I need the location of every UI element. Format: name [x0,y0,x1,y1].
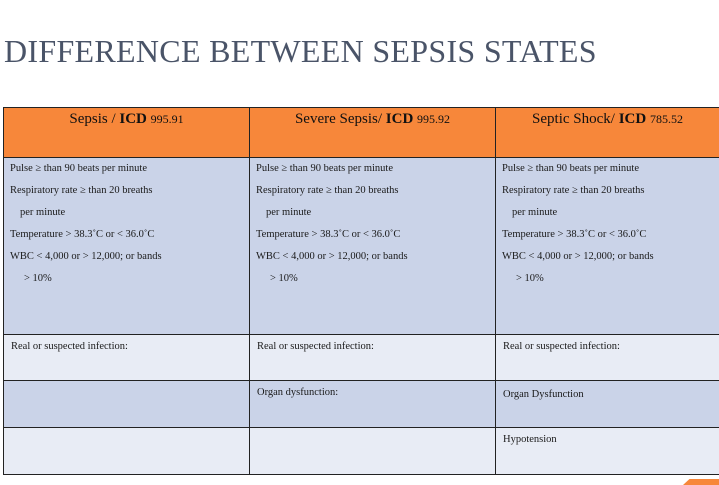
corner-accent [683,479,719,485]
criteria-line: > 10% [270,273,298,284]
hypotension-cell-severe-sepsis [250,428,496,475]
hypotension-cell-sepsis [4,428,250,475]
infection-row [4,335,719,381]
header-sepsis-code: 995.91 [150,112,184,126]
organ-cell-severe-sepsis [250,381,496,428]
criteria-line: Pulse ≥ than 90 beats per minute [10,163,147,174]
organ-text: Organ dysfunction: [257,387,339,398]
organ-row [4,381,719,428]
criteria-line: Pulse ≥ than 90 beats per minute [256,163,393,174]
header-sepsis-name: Sepsis / [69,111,120,127]
header-severe-sepsis-code: 995.92 [417,112,451,126]
hypotension-row [4,428,719,475]
criteria-line: Temperature > 38.3˚C or < 36.0˚C [256,229,401,240]
criteria-cell-septic-shock [496,158,719,335]
criteria-line: Respiratory rate ≥ than 20 breaths [256,185,399,196]
criteria-line: per minute [266,207,312,218]
criteria-line: Respiratory rate ≥ than 20 breaths [10,185,153,196]
hypotension-text: Hypotension [503,434,557,445]
criteria-line: Respiratory rate ≥ than 20 breaths [502,185,645,196]
organ-text: Organ Dysfunction [503,389,584,400]
criteria-line: Pulse ≥ than 90 beats per minute [502,163,639,174]
organ-cell-septic-shock [496,381,719,428]
header-severe-sepsis-icd: ICD [385,111,414,127]
header-septic-shock-icd: ICD [618,111,647,127]
infection-text: Real or suspected infection: [503,341,620,352]
infection-text: Real or suspected infection: [11,341,128,352]
infection-text: Real or suspected infection: [257,341,374,352]
criteria-line: WBC < 4,000 or > 12,000; or bands [502,251,654,262]
organ-text [4,381,249,387]
criteria-line: Temperature > 38.3˚C or < 36.0˚C [10,229,155,240]
criteria-line: > 10% [24,273,52,284]
sepsis-states-table [3,107,719,475]
criteria-row [4,158,719,335]
criteria-line: WBC < 4,000 or > 12,000; or bands [256,251,408,262]
criteria-line: per minute [20,207,66,218]
header-septic-shock-name: Septic Shock/ [532,111,619,127]
header-sepsis [4,108,250,158]
criteria-line: > 10% [516,273,544,284]
header-sepsis-icd: ICD [119,111,147,127]
criteria-cell-sepsis [4,158,250,335]
organ-cell-sepsis [4,381,250,428]
infection-cell-severe-sepsis [250,335,496,381]
hypotension-text [250,428,495,434]
criteria-cell-severe-sepsis [250,158,496,335]
header-septic-shock-code: 785.52 [649,112,683,126]
header-severe-sepsis [250,108,496,158]
hypotension-cell-septic-shock [496,428,719,475]
hypotension-text [4,428,249,434]
header-severe-sepsis-name: Severe Sepsis/ [294,111,386,127]
infection-cell-septic-shock [496,335,719,381]
infection-cell-sepsis [4,335,250,381]
criteria-line: WBC < 4,000 or > 12,000; or bands [10,251,162,262]
header-row [4,108,719,158]
criteria-line: per minute [512,207,558,218]
header-septic-shock [496,108,719,158]
slide-title: DIFFERENCE BETWEEN SEPSIS STATES [4,33,597,69]
criteria-line: Temperature > 38.3˚C or < 36.0˚C [502,229,647,240]
